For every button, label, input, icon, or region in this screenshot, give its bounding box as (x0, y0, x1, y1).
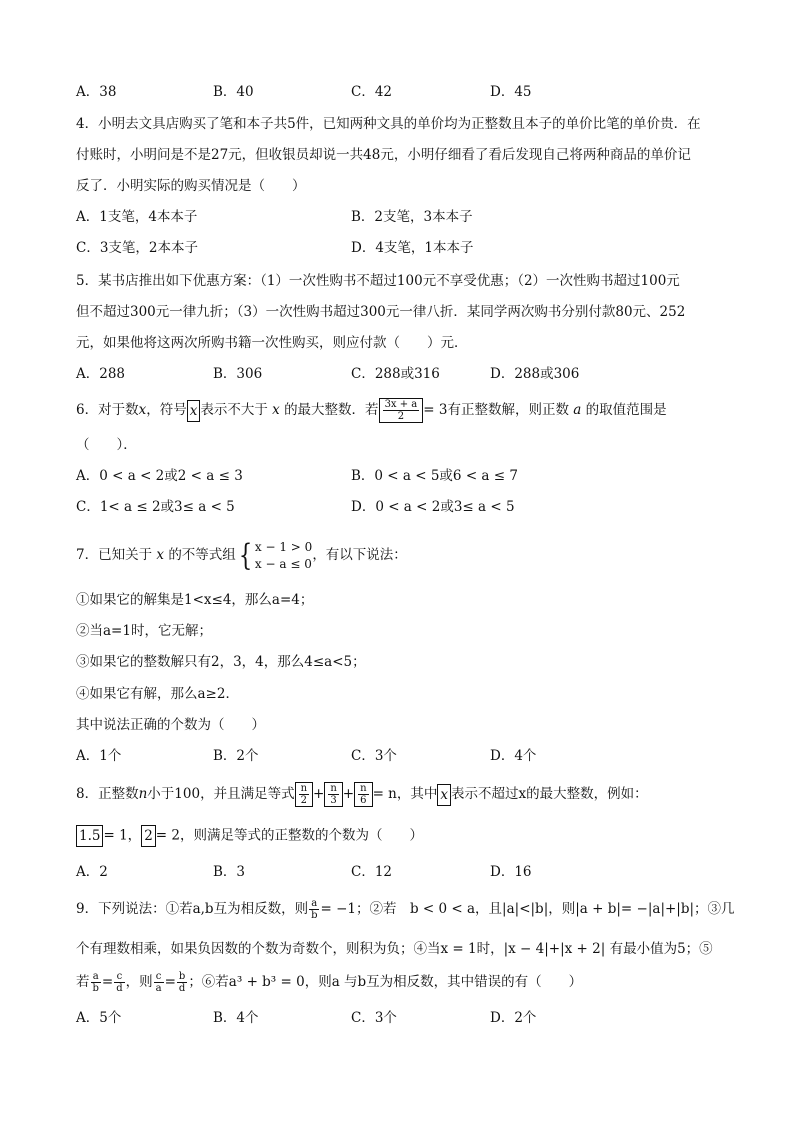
q8-example-floor-2: 2 (141, 825, 156, 847)
q5-option-b[interactable]: B．306 (213, 366, 263, 382)
q6-option-d[interactable]: D．0 < a < 2或3≤ a < 5 (351, 499, 515, 515)
q5-option-d[interactable]: D．288或306 (490, 366, 580, 382)
q6-var-x: x (138, 402, 147, 418)
q9-stem-line-1 (76, 898, 735, 921)
q8-example-floor-1: 1.5 (76, 825, 103, 847)
q7-inequality-system: x − 1 > 0 x − a ≤ 0 (254, 539, 313, 571)
q8-floor-n-over-3: $\frac{n}{3}$ (324, 782, 342, 807)
q4-stem-line-1: 4．小明去文具店购买了笔和本子共5件，已知两种文具的单价均为正整数且本子的单价比笔的单价贵．在 (76, 116, 701, 132)
q7-text-post: ，有以下说法： (312, 547, 407, 563)
q7-statement-4: ④如果它有解，那么a≥2． (76, 686, 239, 702)
q5-option-a[interactable]: A．288 (76, 366, 126, 382)
q8-floor-n-over-2: $\frac{n}{2}$ (295, 782, 313, 807)
q9-stem-line-3 (76, 971, 582, 994)
q9-option-d[interactable]: D．2个 (490, 1010, 537, 1026)
q7-option-c[interactable]: C．3个 (351, 748, 397, 764)
q4-stem-line-3: 反了．小明实际的购买情况是（ ） (76, 178, 306, 194)
q9-frac-2: $\frac{c}{d}$ (116, 971, 123, 994)
q4-option-d[interactable]: D．4支笔，1本本子 (351, 240, 474, 256)
q8-var-n: n (138, 786, 148, 802)
q6-option-b[interactable]: B．0 < a < 5或6 < a ≤ 7 (351, 468, 518, 484)
q4-option-a[interactable]: A．1支笔，4本本子 (76, 209, 198, 225)
q9-option-b[interactable]: B．4个 (213, 1010, 259, 1026)
q9-text-1a: 9．下列说法：①若a,b互为相反数，则 (76, 901, 309, 917)
q9-frac-a-over-b: $\frac{a}{b}$ (311, 898, 318, 921)
q8-stem-line-1: 8．正整数n小于100，并且满足等式 $\frac{n}{2}$ + $\frac{n}{3}$ + $\frac{n}{6}$ = n，其中 x 表示不超过x的最大整数，例如： (76, 783, 648, 806)
q8-text-pre: 8．正整数 (76, 786, 139, 802)
q6-text-post: 的取值范围是 (585, 402, 667, 418)
q7-brace: { (238, 537, 253, 573)
q9-text-3b: ，则 (125, 974, 153, 990)
q8-text-post2: 表示不超过x的最大整数，例如： (451, 786, 648, 802)
q7-stem (76, 536, 407, 574)
q3-option-d[interactable]: D．45 (490, 84, 532, 100)
q7-text-pre: 7．已知关于 (76, 547, 153, 563)
q6-floor-x: x (187, 400, 201, 422)
q6-text-pre: 6．对于数 (76, 402, 139, 418)
q8-floor-x: x (437, 784, 451, 806)
q5-option-c[interactable]: C．288或316 (351, 366, 440, 382)
q7-statement-2: ②当a=1时，它无解； (76, 623, 212, 639)
q3-option-b[interactable]: B．40 (213, 84, 254, 100)
q6-option-c[interactable]: C．1< a ≤ 2或3≤ a < 5 (76, 499, 235, 515)
q7-question: 其中说法正确的个数为（ ） (76, 717, 265, 733)
q6-text-mid2: 表示不大于 (200, 402, 268, 418)
q9-eq-1: = (101, 974, 114, 990)
q9-stem-line-2: 个有理数相乘，如果负因数的个数为奇数个，则积为负；④当x = 1时，|x − 4|+|x + 2| 有最小值为5；⑤ (76, 941, 713, 957)
q9-option-c[interactable]: C．3个 (351, 1010, 397, 1026)
q6-text-eq: = 3有正整数解，则正数 (423, 402, 569, 418)
q8-floor-n-over-6: $\frac{n}{6}$ (354, 782, 372, 807)
q6-text-mid3: 的最大整数．若 (284, 402, 379, 418)
q4-option-c[interactable]: C．3支笔，2本本子 (76, 240, 199, 256)
q6-text-mid1: ，符号 (146, 402, 187, 418)
q8-text-post: ，其中 (396, 786, 438, 802)
q3-option-c[interactable]: C．42 (351, 84, 393, 100)
q4-option-b[interactable]: B．2支笔，3本本子 (351, 209, 473, 225)
q8-text-line2: ，则满足等式的正整数的个数为（ ） (179, 827, 423, 844)
q9-text-1b: = −1；②若 b < 0 < a，且|a|<|b|，则|a + b|= −|a|+|b|；③几 (320, 901, 735, 917)
q9-frac-1: $\frac{a}{b}$ (92, 971, 99, 994)
q9-frac-4: $\frac{b}{d}$ (178, 971, 186, 994)
q7-option-a[interactable]: A．1个 (76, 748, 122, 764)
q7-var-x: x (156, 547, 165, 563)
q8-example-val-2: = 2 (155, 827, 180, 844)
q8-option-a[interactable]: A．2 (76, 864, 108, 880)
q8-option-c[interactable]: C．12 (351, 864, 393, 880)
q8-option-d[interactable]: D．16 (490, 864, 532, 880)
q6-var-a: a (573, 402, 582, 418)
q5-stem-line-1: 5．某书店推出如下优惠方案：（1）一次性购书不超过100元不享受优惠；（2）一次性购书超过100元 (76, 273, 680, 289)
q8-text-mid: 小于100，并且满足等式 (147, 786, 295, 802)
q7-statement-3: ③如果它的整数解只有2，3，4，那么4≤a<5； (76, 654, 366, 670)
q9-text-3a: 若 (76, 974, 90, 990)
q8-stem-line-2 (76, 825, 423, 847)
q7-option-b[interactable]: B．2个 (213, 748, 259, 764)
q9-eq-2: = (164, 974, 176, 990)
q7-text-mid: 的不等式组 (168, 547, 236, 563)
q6-floor-fraction: $\frac{3x + a}{2}$ (379, 398, 424, 423)
q6-var-x2: x (272, 402, 280, 418)
q9-text-3c: ；⑥若a³ + b³ = 0，则a 与b互为相反数，其中错误的有（ ） (188, 974, 583, 990)
q8-text-eq: = n (372, 786, 397, 802)
q8-example-val-1: = 1， (103, 827, 142, 844)
q6-stem-line-2: （ ）． (76, 437, 137, 453)
q9-option-a[interactable]: A．5个 (76, 1010, 122, 1026)
q5-stem-line-2: 但不超过300元一律九折；（3）一次性购书超过300元一律八折．某同学两次购书分别付款80元、252 (76, 304, 686, 320)
q7-option-d[interactable]: D．4个 (490, 748, 537, 764)
q6-option-a[interactable]: A．0 < a < 2或2 < a ≤ 3 (76, 468, 243, 484)
q7-statement-1: ①如果它的解集是1<x≤4，那么a=4； (76, 592, 314, 608)
q6-stem-line-1 (76, 398, 667, 423)
q4-stem-line-2: 付账时，小明问是不是27元，但收银员却说一共48元，小明仔细看了看后发现自己将两种商品的单价记 (76, 147, 691, 163)
q3-option-a[interactable]: A．38 (76, 84, 117, 100)
q5-stem-line-3: 元，如果他将这两次所购书籍一次性购买，则应付款（ ）元． (76, 335, 468, 351)
q9-frac-3: $\frac{c}{a}$ (155, 971, 162, 994)
q8-option-b[interactable]: B．3 (213, 864, 246, 880)
